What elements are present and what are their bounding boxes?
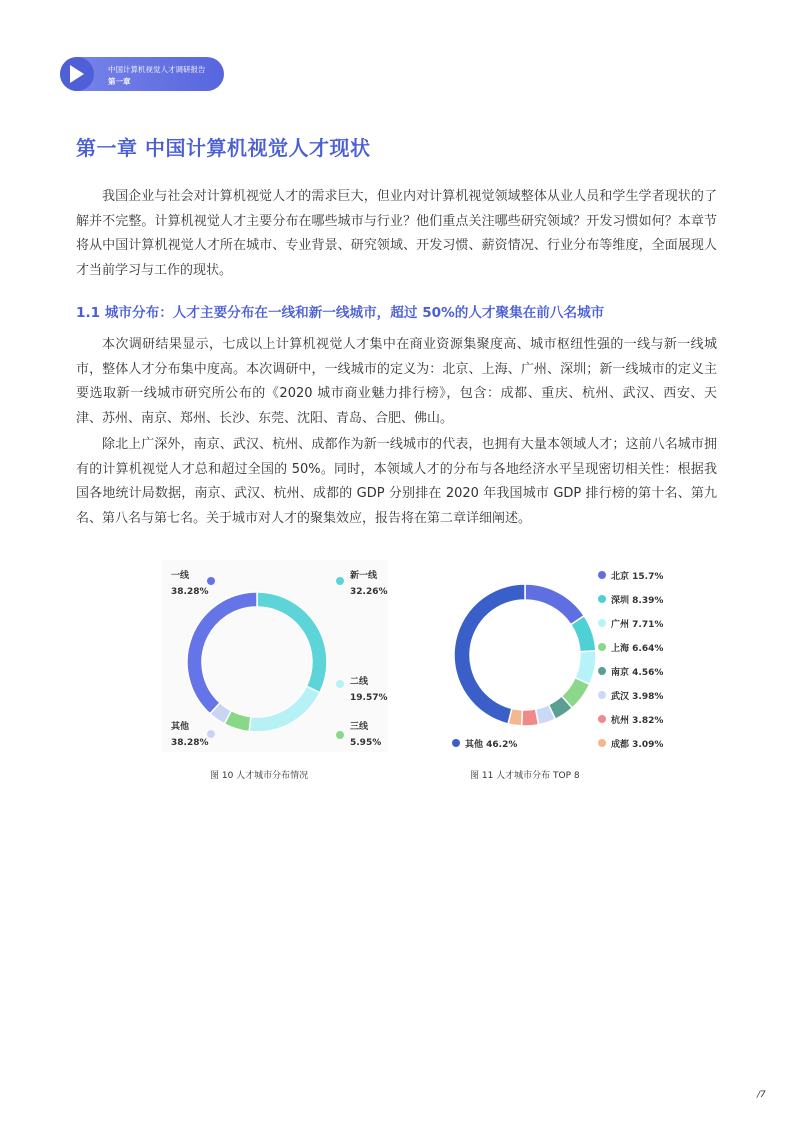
legend-label: 南京 4.56%: [611, 667, 664, 678]
legend-label: 杭州 3.82%: [611, 715, 664, 726]
newtier1-dot: [336, 577, 344, 585]
legend-shanghai: [598, 641, 663, 653]
label-tier3-value: 5.95%: [350, 738, 382, 748]
paragraph-2: 除北上广深外，南京、武汉、杭州、成都作为新一线城市的代表，也拥有大量本领域人才；这前八名城市拥有的计算机视觉人才总和超过全国的 50%。同时，本领域人才的分布与各地经济水平呈现密切相关性：根据我国各地统计局数据，南京、武汉、杭州、成都的 GDP 分别排在 2020 年我国城市 GDP 排行榜的第十名、第九名、第八名与第七名。关于城市对人才的聚集效应，报告将在第二章详细阐述。: [76, 437, 717, 526]
legend-label: 武汉 3.98%: [611, 691, 664, 702]
donut2-slice-6: [522, 709, 539, 726]
other-dot: [207, 730, 215, 738]
legend-label: 北京 15.7%: [611, 571, 664, 582]
donut2-slice-8: [454, 584, 525, 724]
legend-shenzhen: [598, 593, 663, 605]
tier1-dot: [207, 577, 215, 585]
tier2-dot: [336, 680, 344, 688]
label-tier2-value: 19.57%: [350, 693, 388, 703]
chart-11-donut: [454, 584, 596, 726]
legend-dot: [598, 691, 606, 699]
section-title: 1.1 城市分布：人才主要分布在一线和新一线城市，超过 50%的人才聚集在前八名城市: [76, 305, 605, 321]
legend-label: 成都 3.09%: [611, 739, 664, 750]
legend-dot: [598, 643, 606, 651]
legend-chengdu: [598, 737, 663, 749]
label-tier2-name: 二线: [350, 677, 369, 687]
legend-label: 上海 6.64%: [611, 643, 664, 654]
label-newtier1-name: 新一线: [350, 571, 378, 581]
legend-dot: [598, 739, 606, 747]
legend-hangzhou: [598, 713, 663, 725]
donut1-slice-4: [187, 592, 257, 714]
legend-other: [452, 737, 517, 749]
legend-label: 深圳 8.39%: [611, 595, 664, 606]
legend-nanjing: [598, 665, 663, 677]
label-tier3-name: 三线: [350, 722, 369, 732]
tier3-dot: [336, 731, 344, 739]
legend-label: 其他 46.2%: [465, 739, 518, 750]
label-newtier1-value: 32.26%: [350, 587, 388, 597]
chart-10-donut: [187, 592, 327, 732]
legend-beijing: [598, 569, 663, 581]
report-title: 中国计算机视觉人才调研报告: [108, 65, 206, 74]
label-tier1-name: 一线: [171, 571, 190, 581]
legend-dot: [598, 715, 606, 723]
label-other-name: 其他: [171, 722, 190, 732]
donut1-slice-0: [257, 592, 327, 693]
paragraph-1: 本次调研结果显示，七成以上计算机视觉人才集中在商业资源集聚度高、城市枢纽性强的一线与新一线城市，整体人才分布集中度高。本次调研中，一线城市的定义为：北京、上海、广州、深圳；新一线城市的定义主要选取新一线城市研究所公布的《2020 城市商业魅力排行榜》，包含：成都、重庆、杭州、武汉、西安、天津、苏州、南京、郑州、长沙、东莞、沈阳、青岛、合肥、佛山。: [76, 337, 717, 426]
legend-wuhan: [598, 689, 663, 701]
legend-label: 广州 7.71%: [611, 619, 664, 630]
legend-dot: [598, 595, 606, 603]
legend-dot: [598, 619, 606, 627]
legend-dot: [598, 571, 606, 579]
label-other-value: 38.28%: [171, 738, 209, 748]
legend-dot: [452, 739, 460, 747]
chapter-label: 第一章: [108, 77, 131, 86]
page-number: /7: [757, 1090, 766, 1100]
chapter-title: 第一章 中国计算机视觉人才现状: [76, 136, 371, 160]
chart-11-caption: 图 11 人才城市分布 TOP 8: [470, 771, 580, 781]
donut1-slice-1: [249, 686, 320, 732]
intro-paragraph: 我国企业与社会对计算机视觉人才的需求巨大，但业内对计算机视觉领域整体从业人员和学生学者现状的了解并不完整。计算机视觉人才主要分布在哪些城市与行业？他们重点关注哪些研究领域？开发习惯如何？本章节将从中国计算机视觉人才所在城市、专业背景、研究领域、开发习惯、薪资情况、行业分布等维度，全面展现人才当前学习与工作的现状。: [76, 189, 717, 278]
legend-dot: [598, 667, 606, 675]
chart-10-caption: 图 10 人才城市分布情况: [210, 771, 309, 781]
donut2-slice-0: [525, 584, 584, 625]
legend-guangzhou: [598, 617, 663, 629]
label-tier1-value: 38.28%: [171, 587, 209, 597]
